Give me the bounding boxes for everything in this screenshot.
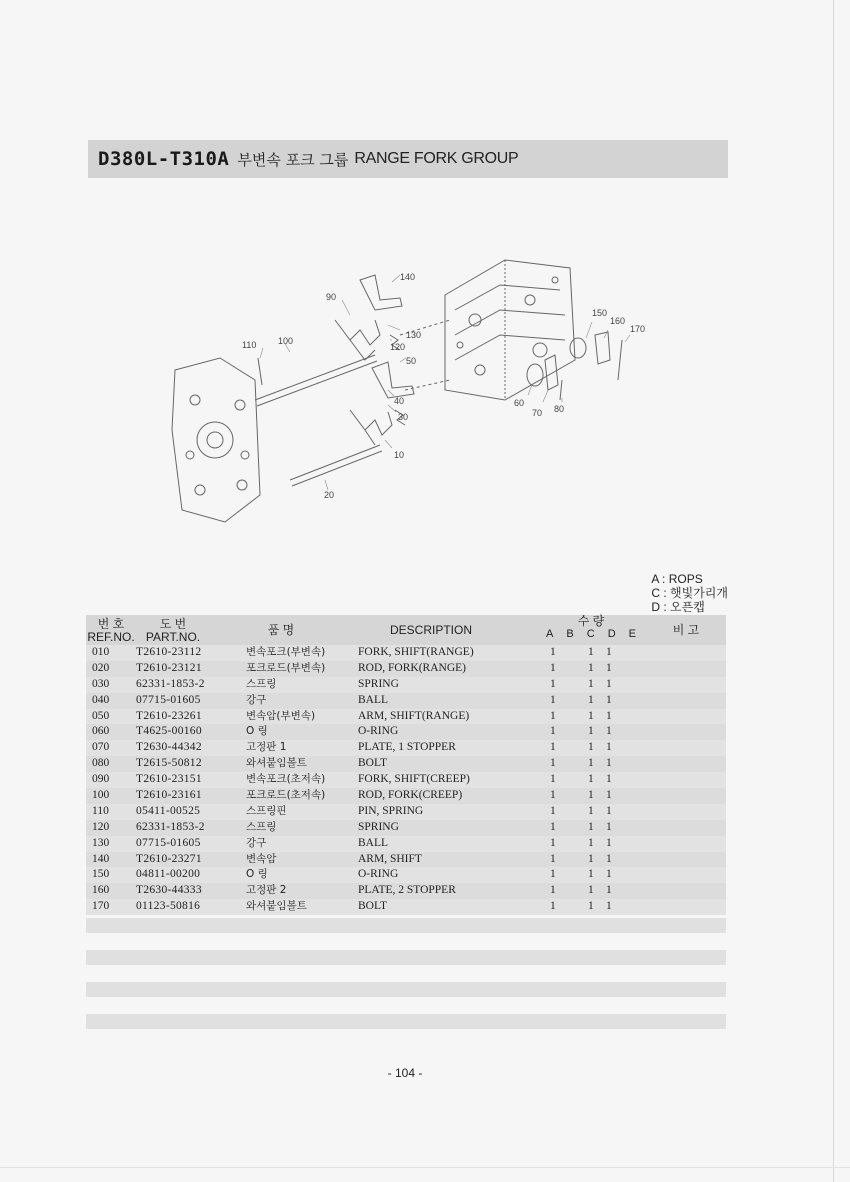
ref-no-cell: 040 — [92, 693, 110, 706]
description-cell: O-RING — [358, 725, 399, 738]
parts-table-body — [86, 645, 726, 915]
qty-a-cell: 1 — [550, 900, 556, 913]
description-cell: BALL — [358, 836, 389, 849]
qty-a-cell: 1 — [550, 804, 556, 817]
qty-d-cell: 1 — [606, 868, 612, 881]
part-no-cell: 07715-01605 — [136, 693, 201, 706]
part-no-cell: T2610-23121 — [136, 661, 202, 674]
qty-d-cell: 1 — [606, 884, 612, 897]
spring-pin — [258, 358, 262, 385]
part-name-cell: 포크로드(부변속) — [246, 661, 326, 674]
table-row — [86, 661, 726, 677]
group-title-bar — [88, 140, 728, 178]
ref-no-cell: 100 — [92, 789, 110, 802]
description-cell: BALL — [358, 693, 389, 706]
qty-a-cell: 1 — [550, 852, 556, 865]
qty-c-cell: 1 — [588, 646, 594, 658]
table-row — [86, 772, 726, 788]
qty-c-cell: 1 — [588, 836, 594, 849]
callout: 90 — [326, 292, 337, 302]
part-name-cell: O 링 — [246, 725, 268, 738]
qty-c-cell: 1 — [588, 868, 594, 881]
qty-d-cell: 1 — [606, 661, 612, 674]
qty-c-cell: 1 — [588, 773, 594, 786]
description-cell: PLATE, 1 STOPPER — [358, 741, 456, 754]
parts-table-header — [86, 615, 726, 645]
qty-a-cell: 1 — [550, 884, 556, 897]
qty-col-e: E — [628, 628, 636, 640]
table-row — [86, 820, 726, 836]
description-cell: SPRING — [358, 677, 399, 690]
part-name-cell: O 링 — [246, 868, 268, 881]
part-name-cell: 변속암 — [246, 852, 277, 865]
ref-no-cell: 050 — [92, 709, 110, 722]
part-no-cell: T2610-23161 — [136, 789, 202, 802]
qty-col-c: C — [586, 628, 595, 640]
table-row — [86, 677, 726, 693]
callout: 10 — [394, 450, 405, 460]
qty-d-cell: 1 — [606, 852, 612, 865]
qty-a-cell: 1 — [550, 725, 556, 738]
fork-rod-range — [290, 445, 382, 486]
table-row — [86, 740, 726, 756]
description-cell: PIN, SPRING — [358, 804, 424, 817]
model-code: D380L-T310A — [98, 148, 230, 170]
callout: 120 — [390, 342, 406, 352]
description-cell: O-RING — [358, 868, 399, 881]
part-name-cell: 스프링 — [246, 677, 277, 690]
qty-c-cell: 1 — [588, 741, 594, 754]
callout: 20 — [324, 490, 335, 500]
ref-no-cell: 110 — [92, 804, 109, 817]
part-no-cell: T2610-23151 — [136, 773, 202, 786]
ref-no-cell: 030 — [92, 677, 110, 690]
table-row — [86, 852, 726, 868]
bolt-170 — [618, 340, 622, 380]
callout: 40 — [394, 396, 405, 406]
parts-table — [86, 615, 726, 915]
qty-a-cell: 1 — [550, 661, 556, 674]
qty-a-cell: 1 — [550, 693, 556, 706]
qty-col-b: B — [566, 628, 574, 640]
ref-no-cell: 150 — [92, 868, 110, 881]
callout: 60 — [514, 398, 525, 408]
part-name-cell: 변속포크(부변속) — [246, 646, 326, 658]
qty-c-cell: 1 — [588, 789, 594, 802]
page-number: - 104 - — [387, 1066, 423, 1080]
part-no-cell: T4625-00160 — [136, 725, 202, 738]
ref-no-cell: 120 — [92, 820, 110, 833]
qty-c-cell: 1 — [588, 804, 594, 817]
group-title-korean: 부변속 포크 그룹 — [237, 150, 349, 169]
qty-d-cell: 1 — [606, 836, 612, 849]
callout: 150 — [592, 308, 608, 318]
qty-col-d: D — [607, 628, 616, 640]
ref-no-cell: 170 — [92, 900, 110, 913]
part-no-cell: 01123-50816 — [136, 900, 201, 913]
blank-row-band — [86, 950, 726, 965]
table-row — [86, 709, 726, 725]
table-row — [86, 883, 726, 899]
table-row — [86, 804, 726, 820]
qty-a-cell: 1 — [550, 709, 556, 722]
table-row — [86, 724, 726, 740]
callout: 50 — [406, 356, 417, 366]
qty-a-cell: 1 — [550, 757, 556, 770]
qty-a-cell: 1 — [550, 646, 556, 658]
blank-row-band — [86, 918, 726, 933]
description-cell: BOLT — [358, 900, 387, 913]
qty-d-cell: 1 — [606, 789, 612, 802]
fork-rod-creep — [255, 355, 377, 406]
qty-c-cell: 1 — [588, 884, 594, 897]
table-row — [86, 693, 726, 709]
part-no-cell: 62331-1853-2 — [136, 677, 205, 690]
ref-no-cell: 020 — [92, 661, 110, 674]
ref-no-cell: 080 — [92, 757, 110, 770]
front-cover-outline — [172, 358, 260, 522]
qty-c-cell: 1 — [588, 900, 594, 913]
model-legend — [651, 572, 728, 614]
qty-d-cell: 1 — [606, 741, 612, 754]
qty-a-cell: 1 — [550, 820, 556, 833]
callout: 160 — [610, 316, 626, 326]
ref-no-cell: 160 — [92, 884, 110, 897]
qty-d-cell: 1 — [606, 804, 612, 817]
callout: 30 — [398, 412, 409, 422]
part-name-cell: 와셔붙임볼트 — [246, 900, 307, 913]
description-cell: BOLT — [358, 757, 387, 770]
description-cell: SPRING — [358, 820, 399, 833]
table-row — [86, 899, 726, 915]
qty-a-cell: 1 — [550, 789, 556, 802]
shift-arm-range — [372, 362, 414, 398]
description-cell: FORK, SHIFT(CREEP) — [358, 773, 470, 786]
header-part-name: 품 명 — [267, 623, 295, 637]
part-name-cell: 포크로드(초저속) — [246, 789, 326, 802]
part-name-cell: 변속포크(초저속) — [246, 773, 326, 786]
table-row — [86, 867, 726, 883]
qty-d-cell: 1 — [606, 820, 612, 833]
qty-a-cell: 1 — [550, 773, 556, 786]
qty-c-cell: 1 — [588, 725, 594, 738]
stopper-plate-2 — [595, 332, 610, 364]
qty-col-a: A — [546, 628, 554, 640]
part-no-cell: 04811-00200 — [136, 868, 201, 881]
qty-c-cell: 1 — [588, 661, 594, 674]
legend-sunshade: C : 햇빛가리개 — [651, 586, 728, 600]
callout: 100 — [278, 336, 294, 346]
ref-no-cell: 060 — [92, 725, 110, 738]
shift-fork-range — [350, 410, 392, 445]
part-name-cell: 강구 — [246, 836, 267, 849]
callout: 140 — [400, 272, 416, 282]
part-no-cell: 07715-01605 — [136, 836, 201, 849]
blank-row-band — [86, 1014, 726, 1029]
header-ref-no: 번 호 REF.NO. — [87, 617, 135, 644]
part-name-cell: 스프링 — [246, 820, 277, 833]
part-no-cell: T2610-23271 — [136, 852, 202, 865]
qty-c-cell: 1 — [588, 709, 594, 722]
qty-d-cell: 1 — [606, 693, 612, 706]
ref-no-cell: 130 — [92, 836, 110, 849]
part-name-cell: 와셔붙임볼트 — [246, 757, 307, 770]
qty-d-cell: 1 — [606, 725, 612, 738]
ref-no-cell: 140 — [92, 852, 110, 865]
table-row — [86, 788, 726, 804]
callout: 110 — [242, 340, 257, 350]
table-row — [86, 836, 726, 852]
header-quantity: 수 량 A B C D E — [546, 614, 636, 640]
qty-d-cell: 1 — [606, 757, 612, 770]
part-name-cell: 고정판 2 — [246, 884, 287, 897]
part-no-cell: T2610-23112 — [136, 646, 202, 658]
qty-c-cell: 1 — [588, 677, 594, 690]
group-title-english: RANGE FORK GROUP — [354, 150, 519, 167]
header-description: DESCRIPTION — [389, 623, 472, 637]
description-cell: ROD, FORK(CREEP) — [358, 789, 463, 802]
qty-a-cell: 1 — [550, 677, 556, 690]
qty-a-cell: 1 — [550, 836, 556, 849]
table-row — [86, 756, 726, 772]
shift-fork-creep — [335, 320, 380, 360]
qty-a-cell: 1 — [550, 741, 556, 754]
description-cell: ARM, SHIFT(RANGE) — [358, 709, 470, 722]
header-part-no: 도 번 PART.NO. — [145, 617, 201, 644]
stopper-plate-1 — [545, 355, 558, 390]
ref-no-cell: 010 — [92, 646, 110, 658]
table-row — [86, 645, 726, 661]
part-name-cell: 스프링핀 — [246, 804, 287, 817]
callout: 130 — [406, 330, 422, 340]
part-no-cell: 05411-00525 — [136, 804, 201, 817]
qty-d-cell: 1 — [606, 900, 612, 913]
exploded-parts-diagram — [160, 240, 660, 540]
qty-c-cell: 1 — [588, 852, 594, 865]
part-no-cell: 62331-1853-2 — [136, 820, 205, 833]
description-cell: FORK, SHIFT(RANGE) — [358, 646, 474, 658]
qty-d-cell: 1 — [606, 709, 612, 722]
shift-arm — [360, 275, 402, 310]
callout: 70 — [532, 408, 543, 418]
qty-a-cell: 1 — [550, 868, 556, 881]
ref-no-cell: 090 — [92, 773, 110, 786]
qty-c-cell: 1 — [588, 757, 594, 770]
o-ring-150 — [570, 338, 586, 358]
legend-rops: A : ROPS — [651, 572, 703, 586]
part-no-cell: T2630-44342 — [136, 741, 202, 754]
description-cell: ROD, FORK(RANGE) — [358, 661, 466, 674]
qty-c-cell: 1 — [588, 820, 594, 833]
part-no-cell: T2630-44333 — [136, 884, 202, 897]
ref-no-cell: 070 — [92, 741, 110, 754]
header-remark: 비 고 — [672, 623, 700, 637]
bolt-80 — [560, 380, 562, 400]
qty-d-cell: 1 — [606, 773, 612, 786]
part-no-cell: T2610-23261 — [136, 709, 202, 722]
part-name-cell: 강구 — [246, 693, 267, 706]
page-edge-line — [833, 0, 834, 1182]
legend-open-cab: D : 오픈캡 — [651, 600, 705, 614]
page-bottom-line — [0, 1167, 850, 1168]
qty-c-cell: 1 — [588, 693, 594, 706]
part-no-cell: T2615-50812 — [136, 757, 202, 770]
part-name-cell: 고정판 1 — [246, 741, 287, 754]
blank-row-band — [86, 982, 726, 997]
description-cell: PLATE, 2 STOPPER — [358, 884, 456, 897]
description-cell: ARM, SHIFT — [358, 852, 422, 865]
qty-d-cell: 1 — [606, 677, 612, 690]
qty-d-cell: 1 — [606, 646, 612, 658]
part-name-cell: 변속암(부변속) — [246, 709, 316, 722]
callout: 170 — [630, 324, 646, 334]
callout: 80 — [554, 404, 565, 414]
